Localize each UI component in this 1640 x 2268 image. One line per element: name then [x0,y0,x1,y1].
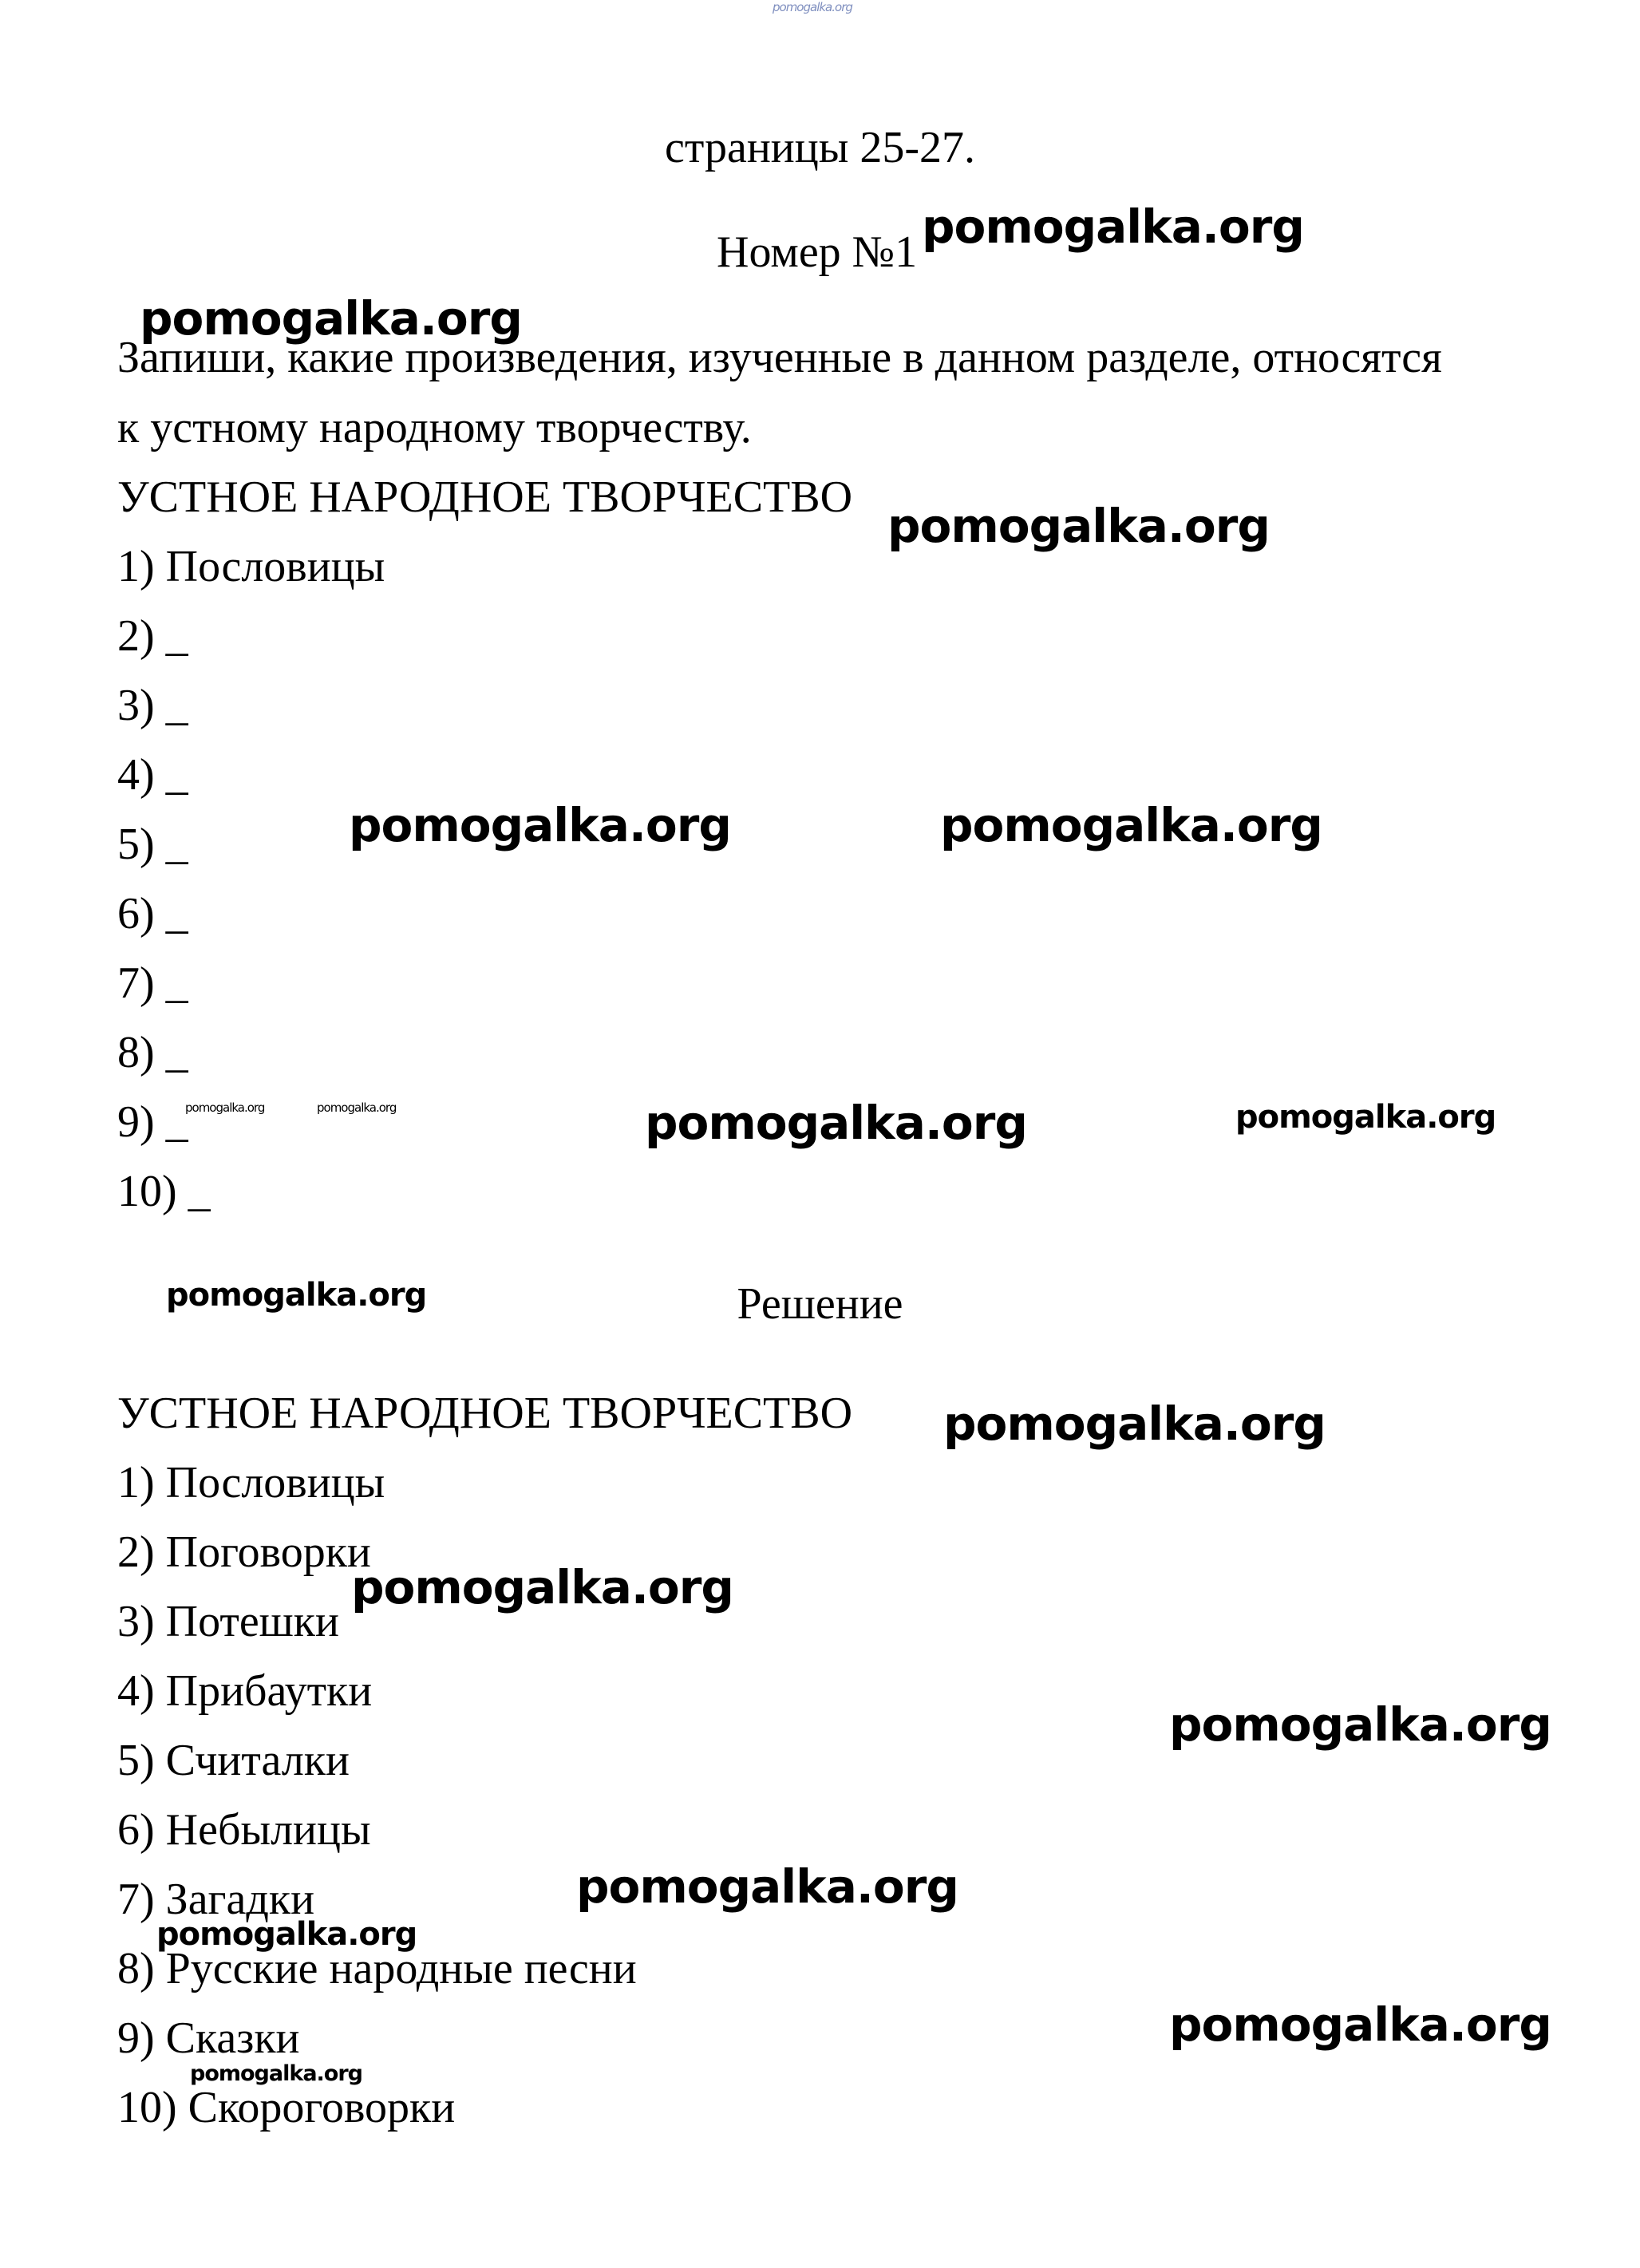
list-item: 5) Считалки [117,1736,350,1785]
list-item: 2) Поговорки [117,1527,371,1577]
task-number: Номер №1 [717,227,918,277]
list-item: 10) _ [117,1167,211,1216]
watermark: pomogalka.org [922,200,1304,254]
list-item: 6) Небылицы [117,1805,371,1855]
solution-title: Решение [737,1279,903,1329]
list-item: 2) _ [117,611,188,661]
list-item: 3) _ [117,681,188,730]
watermark: pomogalka.org [166,1277,427,1314]
watermark: pomogalka.org [645,1096,1027,1150]
task-text-line-1: Запиши, какие произведения, изученные в данном разделе, относятся [117,333,1442,382]
watermark: pomogalka.org [1235,1099,1496,1136]
watermark: pomogalka.org [887,499,1270,553]
list-item: 9) _ [117,1097,188,1147]
watermark: pomogalka.org [156,1916,417,1953]
watermark: pomogalka.org [351,1560,733,1614]
list-item: 10) Скороговорки [117,2083,456,2132]
page-range: страницы 25-27. [664,123,976,172]
list-item: 8) Русские народные песни [117,1944,637,1993]
watermark: pomogalka.org [1169,1997,1551,2052]
watermark: pomogalka.org [773,0,852,14]
watermark: pomogalka.org [190,2061,362,2086]
list-item: 7) _ [117,958,188,1008]
list-item: 4) _ [117,750,188,800]
task-text-line-2: к устному народному творчеству. [117,403,752,452]
list-item: 6) _ [117,889,188,938]
solution-heading: УСТНОЕ НАРОДНОЕ ТВОРЧЕСТВО [117,1389,853,1438]
watermark: pomogalka.org [1169,1697,1551,1752]
task-heading: УСТНОЕ НАРОДНОЕ ТВОРЧЕСТВО [117,472,853,522]
list-item: 1) Пословицы [117,1458,385,1507]
watermark: pomogalka.org [317,1100,397,1115]
watermark: pomogalka.org [576,1859,958,1914]
watermark: pomogalka.org [943,1397,1326,1451]
watermark: pomogalka.org [185,1100,265,1115]
watermark: pomogalka.org [140,291,522,346]
list-item: 4) Прибаутки [117,1666,373,1716]
list-item: 9) Сказки [117,2013,300,2063]
list-item: 7) Загадки [117,1875,315,1924]
watermark: pomogalka.org [349,798,731,852]
watermark: pomogalka.org [940,798,1322,852]
list-item: 1) Пословицы [117,542,385,591]
list-item: 3) Потешки [117,1597,339,1646]
list-item: 5) _ [117,820,188,869]
list-item: 8) _ [117,1028,188,1077]
